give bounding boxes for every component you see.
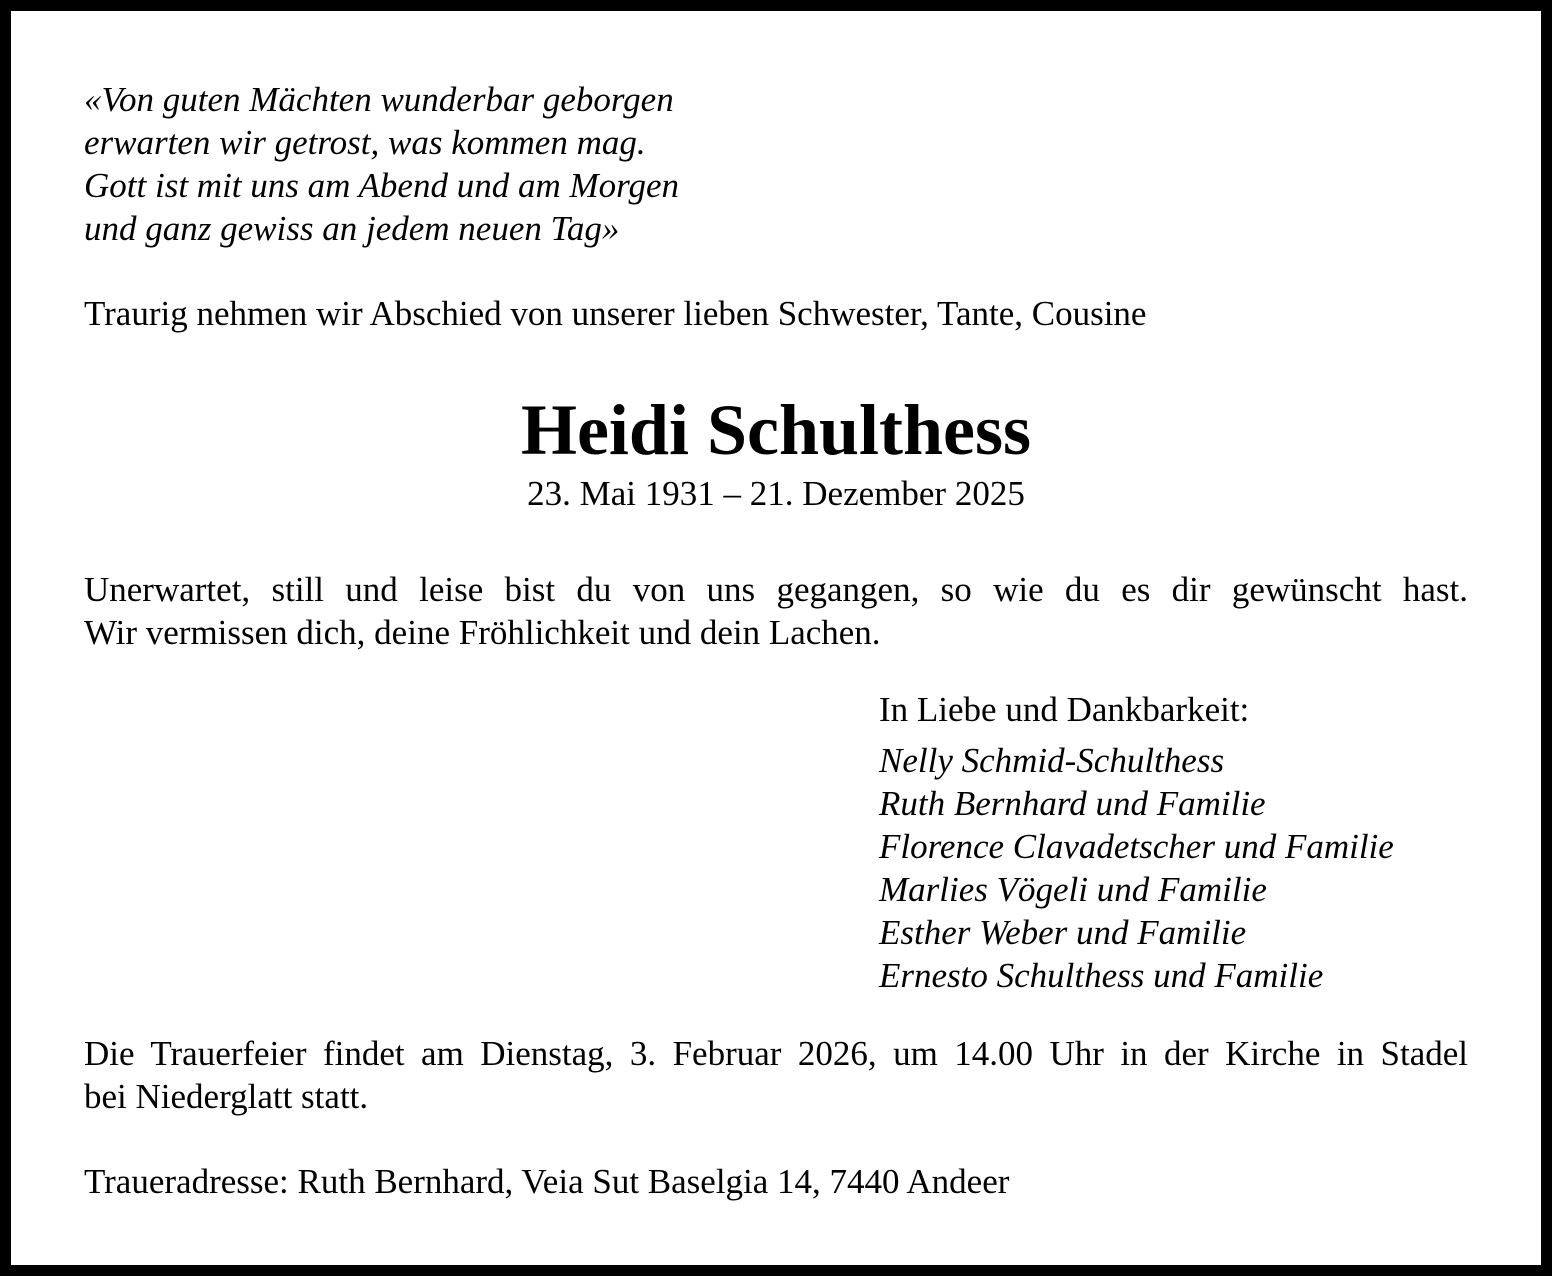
mourner-name: Ernesto Schulthess und Familie <box>879 956 1324 995</box>
poem-line: Gott ist mit uns am Abend und am Morgen <box>84 166 679 205</box>
obituary-content <box>84 78 1468 1201</box>
message-line: Wir vermissen dich, deine Fröhlichkeit und dein Lachen. <box>84 613 881 652</box>
farewell-intro: Traurig nehmen wir Abschied von unserer lieben Schwester, Tante, Cousine <box>84 294 1147 333</box>
mourner-name: Nelly Schmid-Schulthess <box>879 741 1225 780</box>
poem-line: «Von guten Mächten wunderbar geborgen <box>84 80 674 119</box>
mourner-name: Ruth Bernhard und Familie <box>879 784 1266 823</box>
service-line: bei Niederglatt statt. <box>84 1077 369 1116</box>
farewell-message <box>84 568 1468 654</box>
message-line: Unerwartet, still und leise bist du von uns gegangen, so wie du es dir gewünscht hast. <box>84 570 1468 609</box>
life-dates: 23. Mai 1931 – 21. Dezember 2025 <box>527 474 1025 513</box>
poem-quote <box>84 78 1468 250</box>
mourner-name: Marlies Vögeli und Familie <box>879 870 1267 909</box>
mourning-address: Traueradresse: Ruth Bernhard, Veia Sut Baselgia 14, 7440 Andeer <box>84 1162 1010 1201</box>
mourners-heading: In Liebe und Dankbarkeit: <box>879 690 1250 729</box>
deceased-name: Heidi Schulthess <box>520 390 1032 470</box>
service-line: Die Trauerfeier findet am Dienstag, 3. Februar 2026, um 14.00 Uhr in der Kirche in Stadel <box>84 1034 1468 1073</box>
funeral-service-info <box>84 1032 1468 1118</box>
mourners-block <box>879 688 1394 997</box>
mourner-name: Esther Weber und Familie <box>879 913 1247 952</box>
poem-line: und ganz gewiss an jedem neuen Tag» <box>84 209 620 248</box>
mourner-name: Florence Clavadetscher und Familie <box>879 827 1394 866</box>
mourners-list <box>879 739 1394 997</box>
poem-line: erwarten wir getrost, was kommen mag. <box>84 123 646 162</box>
